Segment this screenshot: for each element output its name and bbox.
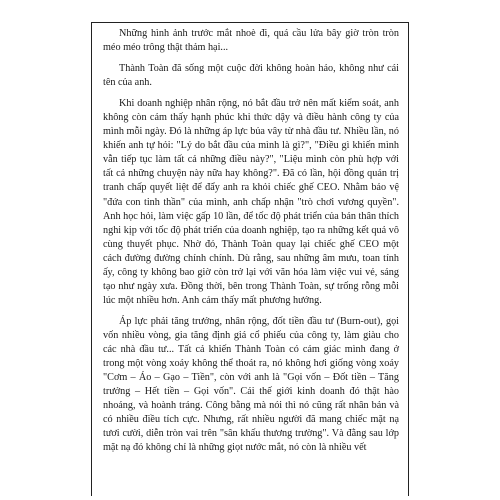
page-text <box>103 27 399 455</box>
paragraph-2: Thành Toàn đã sống một cuộc đời không hoàn hảo, không như cái tên của anh. <box>103 63 399 89</box>
paragraph-1: Những hình ảnh trước mắt nhoè đi, quá cầu lửa bây giờ tròn tròn méo méo trông thật thảm hại... <box>103 28 399 54</box>
paragraph-4: Áp lực phải tăng trưởng, nhân rộng, đốt tiền đầu tư (Burn-out), gọi vốn nhiều vòng, gia tăng định giá cổ phiếu của công ty, làm giàu cho các nhà đầu tư... Tất cả khiến Thành Toàn có cảm giác mình đang ở trong một vòng xoáy không thể thoát ra, nó không hơi giống vòng xoáy "Cơm – Áo – Gạo – Tiền", còn với anh là "Gọi vốn – Đốt tiền – Tăng trưởng – Hết tiền – Gọi vốn". Cái thế giới kinh doanh đó thật hào nhoáng, và hoành tráng. Công bằng mà nói thì nó cũng rất nhân bản và có nhiều điều tích cực. Nhưng, rất nhiều người đã mang chiếc mặt nạ tươi cười, diễn tròn vai trên "sân khấu thương trường". Và đằng sau lớp mặt nạ đó không chỉ là những giọt nước mắt, nó còn là nhiều vết <box>103 315 399 454</box>
paragraph-3: Khi doanh nghiệp nhân rộng, nó bắt đầu trở nên mất kiểm soát, anh không còn cảm thấy hạnh phúc khi thức dậy và điều hành công ty của mình mỗi ngày. Đó là những áp lực bủa vây từ nhà đầu tư. Nhiều lần, nó khiến anh tự hỏi: "Lý do bắt đầu của mình là gì?", "Điều gì khiến mình vẫn tiếp tục làm tất cả những điều này?", "Liệu mình còn phù hợp với tất cả những chuyện này nữa hay không?". Đã có lần, hội đồng quản trị tranh chấp quyết liệt để đẩy anh ra khỏi chiếc ghế CEO. Nhằm bảo vệ "đứa con tinh thần" của mình, anh chấp nhận "trò chơi vương quyền". Anh học hỏi, làm việc gấp 10 lần, để tốc độ phát triển của bản thân thích nghi kịp với tốc độ phát triển của doanh nghiệp, tạo ra những kết quả vô cùng thuyết phục. Nhờ đó, Thành Toàn quay lại chiếc ghế CEO một cách đường đường chính chính. Dù rằng, sau những âm mưu, toan tính ấy, công ty không bao giờ còn trở lại với văn hóa làm việc vui vẻ, sáng tạo như ngày xưa. Đồng thời, bên trong Thành Toàn, sự trống rỗng mỗi lúc một nhiều hơn. Anh cảm thấy mất phương hướng. <box>103 98 399 306</box>
